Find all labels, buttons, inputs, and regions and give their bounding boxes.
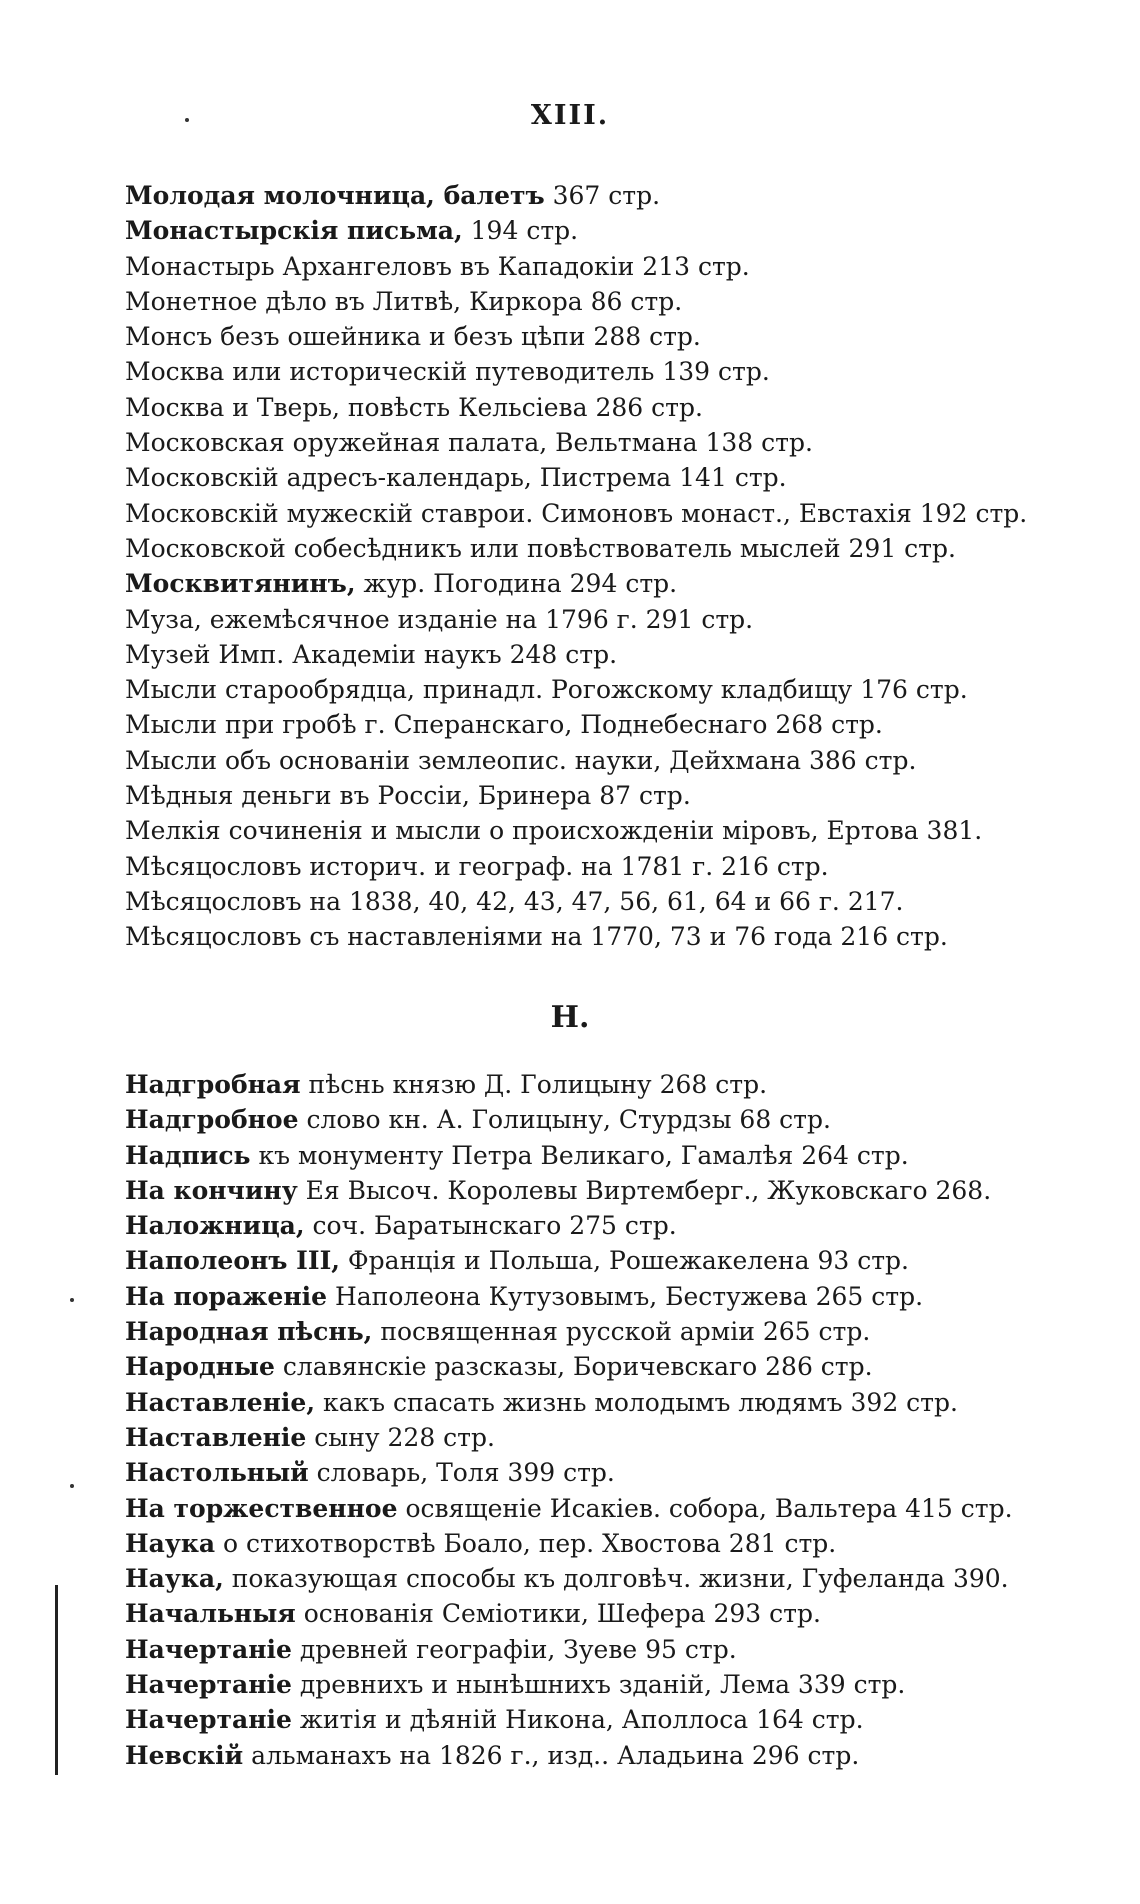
section-heading: Н. bbox=[550, 1000, 590, 1035]
margin-rule bbox=[55, 1585, 58, 1775]
index-section-n bbox=[125, 1067, 1085, 1773]
index-entry: Монастырскія письма, 194 стр. bbox=[125, 216, 579, 246]
index-entry: Начертаніе древней географіи, Зуеве 95 стр. bbox=[125, 1634, 737, 1664]
index-entry: Надгробное слово кн. А. Голицыну, Стурдзы 68 стр. bbox=[125, 1105, 831, 1135]
index-entry: Московскій адресъ-календарь, Пистрема 141 стр. bbox=[125, 463, 787, 493]
index-entry: Настольный словарь, Толя 399 стр. bbox=[125, 1458, 615, 1488]
index-entry: Москва или историческій путеводитель 139 стр. bbox=[125, 357, 770, 387]
index-entry: Монастырь Архангеловъ въ Кападокіи 213 стр. bbox=[125, 251, 750, 281]
index-entry: Мысли при гробѣ г. Сперанскаго, Поднебеснаго 268 стр. bbox=[125, 710, 883, 740]
print-speck bbox=[70, 1298, 74, 1302]
index-entry: Наполеонъ III, Франція и Польша, Рошежакелена 93 стр. bbox=[125, 1246, 909, 1276]
index-entry: На кончину Ея Высоч. Королевы Виртемберг., Жуковскаго 268. bbox=[125, 1175, 992, 1205]
index-entry: Москвитянинъ, жур. Погодина 294 стр. bbox=[125, 569, 678, 599]
index-entry: Надгробная пѣснь князю Д. Голицыну 268 стр. bbox=[125, 1070, 768, 1099]
index-entry: Муза, ежемѣсячное изданіе на 1796 г. 291 стр. bbox=[125, 604, 754, 634]
index-entry: Московскій мужескій ставрои. Симоновъ монаст., Евстахія 192 стр. bbox=[125, 498, 1028, 528]
index-entry: Начертаніе древнихъ и нынѣшнихъ зданій, Лема 339 стр. bbox=[125, 1670, 906, 1700]
index-entry: Надпись къ монументу Петра Великаго, Гамалѣя 264 стр. bbox=[125, 1140, 909, 1170]
index-entry: Мѣсяцословъ съ наставленіями на 1770, 73 и 76 года 216 стр. bbox=[125, 922, 948, 952]
index-entry: Начальныя основанія Семіотики, Шефера 293 стр. bbox=[125, 1599, 821, 1629]
index-entry: Монетное дѣло въ Литвѣ, Киркора 86 стр. bbox=[125, 286, 683, 316]
index-entry: На торжественное освященіе Исакіев. собора, Вальтера 415 стр. bbox=[125, 1493, 1013, 1523]
index-entry: Мысли старообрядца, принадл. Рогожскому кладбищу 176 стр. bbox=[125, 675, 968, 705]
index-entry: Наука о стихотворствѣ Боало, пер. Хвостова 281 стр. bbox=[125, 1528, 837, 1558]
index-entry: Мелкія сочиненія и мысли о происхожденіи міровъ, Ертова 381. bbox=[125, 816, 983, 846]
index-entry: Наука, показующая способы къ долговѣч. жизни, Гуфеланда 390. bbox=[125, 1564, 1009, 1594]
index-entry: Народные славянскіе разсказы, Боричевскаго 286 стр. bbox=[125, 1352, 873, 1382]
index-entry: Московской собесѣдникъ или повѣствователь мыслей 291 стр. bbox=[125, 533, 956, 563]
print-speck bbox=[185, 118, 189, 122]
index-entry: Наложница, соч. Баратынскаго 275 стр. bbox=[125, 1211, 677, 1241]
index-entry: Наставленіе, какъ спасать жизнь молодымъ людямъ 392 стр. bbox=[125, 1387, 958, 1417]
index-entry: Мѣсяцословъ историч. и географ. на 1781 г. 216 стр. bbox=[125, 851, 829, 881]
index-entry: Народная пѣснь, посвященная русской арміи 265 стр. bbox=[125, 1317, 871, 1347]
index-entry: На пораженіе Наполеона Кутузовымъ, Бестужева 265 стр. bbox=[125, 1281, 924, 1311]
index-entry: Москва и Тверь, повѣсть Кельсіева 286 стр. bbox=[125, 392, 703, 422]
index-entry: Начертаніе житія и дѣяній Никона, Аполлоса 164 стр. bbox=[125, 1705, 864, 1735]
index-entry: Наставленіе сыну 228 стр. bbox=[125, 1422, 495, 1452]
index-entry: Невскій альманахъ на 1826 г., изд.. Аладьина 296 стр. bbox=[125, 1740, 860, 1770]
index-entry: Музей Имп. Академіи наукъ 248 стр. bbox=[125, 639, 618, 669]
index-entry: Молодая молочница, балетъ 367 стр. bbox=[125, 181, 661, 210]
page-number: XIII. bbox=[530, 100, 610, 131]
index-entry: Мѣдныя деньги въ Россіи, Бринера 87 стр. bbox=[125, 781, 691, 811]
print-speck bbox=[70, 1484, 74, 1488]
index-entry: Монсъ безъ ошейника и безъ цѣпи 288 стр. bbox=[125, 322, 701, 352]
index-section-m bbox=[125, 178, 1085, 955]
index-entry: Мѣсяцословъ на 1838, 40, 42, 43, 47, 56, 61, 64 и 66 г. 217. bbox=[125, 886, 904, 916]
index-entry: Мысли объ основаніи землеопис. науки, Дейхмана 386 стр. bbox=[125, 745, 917, 775]
index-entry: Московская оружейная палата, Вельтмана 138 стр. bbox=[125, 428, 813, 458]
